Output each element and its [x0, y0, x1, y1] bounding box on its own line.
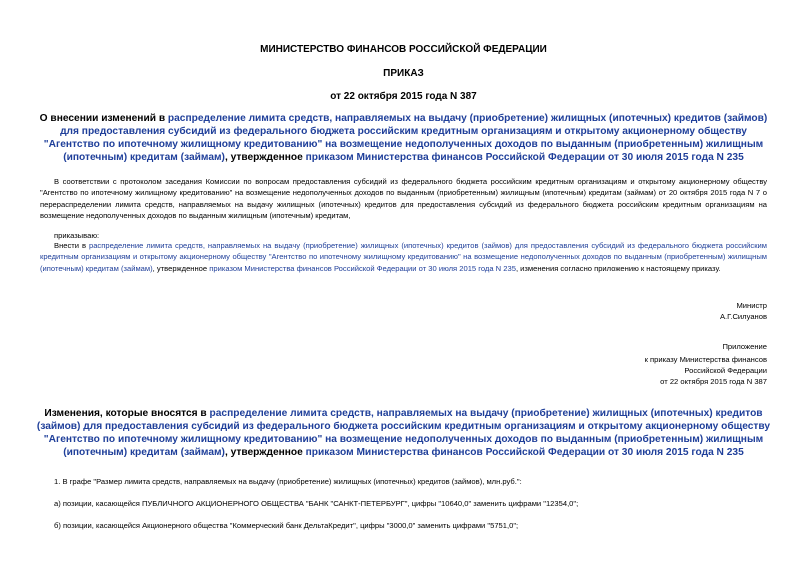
- order-link-order-235[interactable]: приказом Министерства финансов Российской Федерации от 30 июля 2015 года N 235: [209, 263, 516, 273]
- change-item-1: 1. В графе "Размер лимита средств, направляемых на выдачу (приобретение) жилищных (ипотечных) кредитов (займов), млн.руб.":: [54, 477, 522, 486]
- title-link-order-235[interactable]: приказом Министерства финансов Российской Федерации от 30 июля 2015 года N 235: [305, 152, 744, 163]
- changes-title: [34, 407, 773, 459]
- change-item-b: б) позиции, касающейся Акционерного общества "Коммерческий банк ДельтаКредит", цифры "3000,0" заменить цифрами "5751,0";: [54, 521, 519, 530]
- signature-name: А.Г.Силуанов: [719, 312, 767, 321]
- changes-prefix: Изменения, которые вносятся в: [44, 408, 210, 419]
- title-link-distribution[interactable]: распределение лимита средств, направляемых на выдачу (приобретение) жилищных (ипотечных) кредитов (займов) для предоставления субсидий из федерального бюджета российским кредитным организациям и открытому акционерному обществу "Агентство по ипотечному жилищному кредитованию" на возмещение недополученных доходов по выданным (приобретенным) жилищным (ипотечным) кредитам (займам): [43, 113, 768, 163]
- changes-link-distribution[interactable]: распределение лимита средств, направляемых на выдачу (приобретение) жилищных (ипотечных) кредитов (займов) для предоставления субсидий из федерального бюджета российским кредитным организациям и открытому акционерному обществу "Агентство по ипотечному жилищному кредитованию" на возмещение недополученных доходов по выданным (приобретенным) жилищным (ипотечным) кредитам (займам): [36, 408, 771, 458]
- changes-link-order-235[interactable]: приказом Министерства финансов Российской Федерации от 30 июля 2015 года N 235: [305, 447, 744, 458]
- doc-type-heading: ПРИКАЗ: [383, 68, 424, 79]
- ministry-heading: МИНИСТЕРСТВО ФИНАНСОВ РОССИЙСКОЙ ФЕДЕРАЦИИ: [260, 44, 547, 55]
- signature-block: [720, 300, 767, 322]
- change-item-a: а) позиции, касающейся ПУБЛИЧНОГО АКЦИОНЕРНОГО ОБЩЕСТВА "БАНК "САНКТ-ПЕТЕРБУРГ", цифры "10640,0" заменить цифрами "12354,0";: [54, 499, 579, 508]
- order-link-distribution[interactable]: распределение лимита средств, направляемых на выдачу (приобретение) жилищных (ипотечных) кредитов (займов) для предоставления субсидий из федерального бюджета российским кредитным организациям и открытому акционерному обществу "Агентство по ипотечному жилищному кредитованию" на возмещение недополученных доходов по выданным (приобретенным) жилищным (ипотечным) кредитам (займам): [40, 241, 767, 273]
- order-middle: , утвержденное: [152, 263, 210, 273]
- appendix-line-1: к приказу Министерства финансов: [644, 355, 767, 364]
- appendix-line-3: от 22 октября 2015 года N 387: [660, 377, 767, 386]
- signature-position: Министр: [736, 301, 767, 310]
- appendix-block: [645, 341, 767, 387]
- appendix-line-2: Российской Федерации: [684, 366, 767, 375]
- order-prefix: Внести в: [54, 241, 89, 250]
- document-title: [34, 112, 773, 164]
- title-prefix: О внесении изменений в: [39, 113, 168, 124]
- order-paragraph: [40, 240, 767, 274]
- appendix-label: Приложение: [722, 342, 767, 351]
- order-word: приказываю:: [54, 231, 100, 240]
- preamble-paragraph: В соответствии с протоколом заседания Комиссии по вопросам предоставления субсидий из федерального бюджета российским кредитным организациям и открытому акционерному обществу "Агентство по ипотечному жилищному кредитованию" на возмещение недополученных доходов по выданным (приобретенным) жилищным (ипотечным) кредитам (займам) от 20 октября 2015 года N 7 о перераспределении лимита средств, направляемых на выдачу жилищных (ипотечных) кредитов для предоставления субсидий из федерального бюджета российским кредитным организациям на возмещение недополученных доходов по выданным жилищным (ипотечным) кредитам,: [40, 177, 767, 220]
- order-suffix: , изменения согласно приложению к настоящему приказу.: [515, 263, 721, 273]
- changes-middle: , утвержденное: [224, 447, 306, 458]
- doc-date-number: от 22 октября 2015 года N 387: [330, 91, 477, 102]
- title-middle: , утвержденное: [224, 152, 306, 163]
